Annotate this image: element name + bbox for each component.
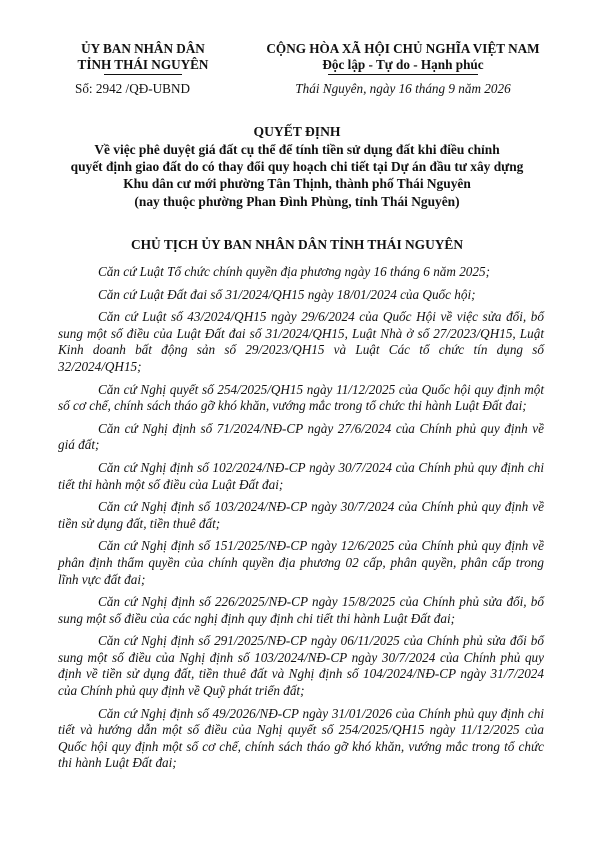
issuing-authority-line2: TỈNH THÁI NGUYÊN [77,57,209,72]
legal-bases [58,264,544,778]
authority-heading: CHỦ TỊCH ỦY BAN NHÂN DÂN TỈNH THÁI NGUYÊN [130,237,464,252]
decision-title-block [40,123,554,210]
decision-subject-line: quyết định giao đất do có thay đổi quy hoạch chi tiết tại Dự án đầu tư xây dựng [70,159,524,175]
national-title: CỘNG HÒA XÃ HỘI CHỦ NGHĨA VIỆT NAM [266,41,540,56]
decision-heading: QUYẾT ĐỊNH [253,124,341,139]
legal-basis-paragraph: Căn cứ Nghị định số 71/2024/NĐ-CP ngày 27/6/2024 của Chính phủ quy định về giá đất; [58,420,544,453]
decision-subject-line: (nay thuộc phường Phan Đình Phùng, tỉnh Thái Nguyên) [134,193,460,209]
issuing-authority-block [58,41,228,75]
legal-basis-paragraph: Căn cứ Nghị định số 291/2025/NĐ-CP ngày 06/11/2025 của Chính phủ sửa đổi bổ sung một số điều của Nghị định số 103/2024/NĐ-CP ngày 30/7/2024 của Chính phủ quy định về tiền sử dụng đất, tiền thuê đất và Nghị định số 104/2024/NĐ-CP ngày 31/7/2024 của Chính phủ quy định về Quỹ phát triển đất; [58,633,544,699]
legal-basis-paragraph: Căn cứ Nghị định số 103/2024/NĐ-CP ngày 30/7/2024 của Chính phủ quy định về tiền sử dụng đất, tiền thuê đất; [58,499,544,531]
document-number: Số: 2942 /QĐ-UBND [75,81,191,96]
legal-basis-paragraph: Căn cứ Nghị định số 102/2024/NĐ-CP ngày 30/7/2024 của Chính phủ quy định chi tiết thi hành một số điều của Luật Đất đai; [58,459,544,492]
issuing-authority-line1: ỦY BAN NHÂN DÂN [81,41,205,56]
authority-underline [104,74,182,75]
legal-basis-paragraph: Căn cứ Nghị định số 226/2025/NĐ-CP ngày 15/8/2025 của Chính phủ sửa đổi, bổ sung một số điều của các nghị định quy định chi tiết thi hành Luật Đất đai; [58,594,544,626]
legal-basis-paragraph: Căn cứ Luật số 43/2024/QH15 ngày 29/6/2024 của Quốc Hội về việc sửa đổi, bổ sung một số điều của Luật Đất đai số 31/2024/QH15, Luật Nhà ở số 27/2023/QH15, Luật Kinh doanh bất động sản số 29/2023/QH15 và Luật Các tổ chức tín dụng số 32/2024/QH15; [58,309,544,374]
legal-basis-paragraph: Căn cứ Nghị định số 49/2026/NĐ-CP ngày 31/01/2026 của Chính phủ quy định chi tiết và hướng dẫn một số điều của Nghị quyết số 254/2025/QH15 ngày 11/12/2025 của Quốc hội quy định một số cơ chế, chính sách tháo gỡ khó khăn, vướng mắc trong tổ chức thi hành Luật Đất đai; [58,705,544,771]
motto-underline [328,74,478,75]
place-date: Thái Nguyên, ngày 16 tháng 9 năm 2026 [295,81,511,96]
decision-subject-line: Về việc phê duyệt giá đất cụ thể để tính tiền sử dụng đất khi điều chỉnh [94,142,500,157]
national-motto: Độc lập - Tự do - Hạnh phúc [322,57,484,72]
legal-basis-paragraph: Căn cứ Luật Tổ chức chính quyền địa phương ngày 16 tháng 6 năm 2025; [98,264,490,279]
legal-basis-paragraph: Căn cứ Luật Đất đai số 31/2024/QH15 ngày 18/01/2024 của Quốc hội; [98,286,476,302]
legal-basis-paragraph: Căn cứ Nghị quyết số 254/2025/QH15 ngày 11/12/2025 của Quốc hội quy định một số cơ chế, chính sách tháo gỡ khó khăn, vướng mắc trong tổ chức thi hành Luật Đất đai; [58,381,544,414]
decision-subject-line: Khu dân cư mới phường Tân Thịnh, thành phố Thái Nguyên [123,176,471,192]
legal-basis-paragraph: Căn cứ Nghị định số 151/2025/NĐ-CP ngày 12/6/2025 của Chính phủ quy định về phân định thẩm quyền của chính quyền địa phương 02 cấp, phân quyền, phân cấp trong lĩnh vực đất đai; [58,538,544,587]
national-header-block [248,41,558,75]
